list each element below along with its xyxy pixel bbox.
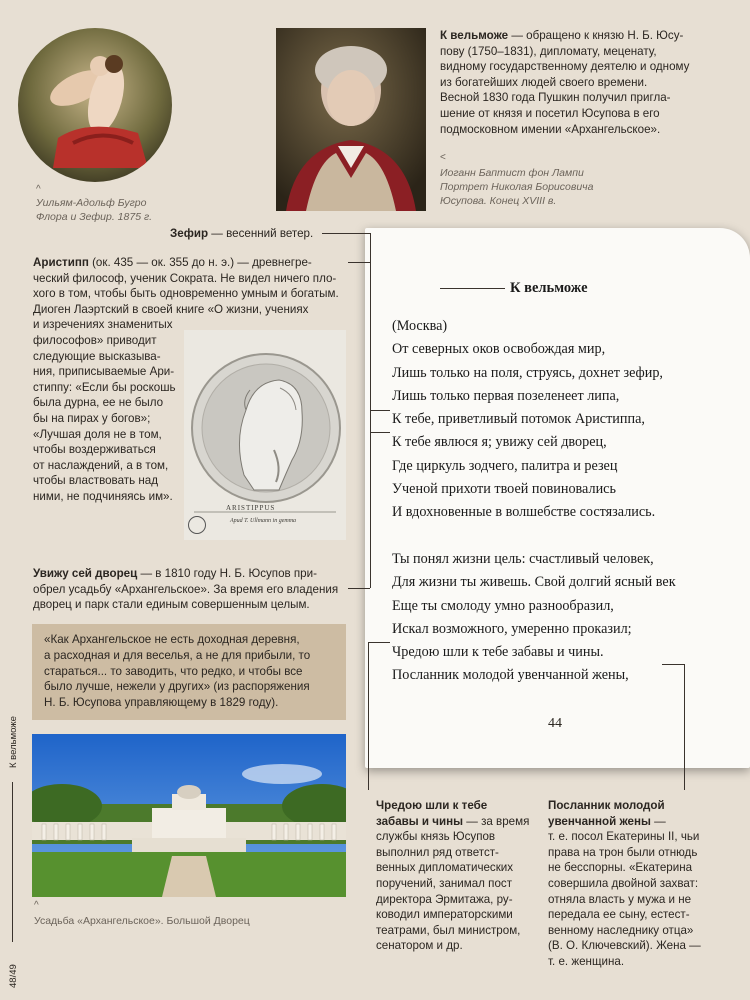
quote-text [44,632,340,711]
connector-line [368,642,369,790]
note-line: из богатейших людей своего времени. [440,75,648,89]
note-line: дворец и парк стали единым совершенным целым. [33,598,310,612]
medallion-subtitle: Apud T. Ullmann in gemma [230,518,297,524]
note-line: шение от князя и посетил Юсупова в его [440,106,660,120]
note-line: «Лучшая доля не в том, [33,427,162,441]
photo-arkhangelskoye-palace [32,734,346,897]
note-text: — в 1810 году Н. Б. Юсупов при- [137,567,317,580]
note-text: — [650,814,666,828]
caption-caret: ^ [36,184,41,195]
poem-line: Лишь только первая позеленеет липа, [392,387,620,404]
side-divider [12,782,13,942]
note-line: венных дипломатических [376,861,514,875]
medallion-title: ARISTIPPUS [226,504,276,512]
caption-caret: < [440,152,446,163]
note-line: отняла власть у мужа и не [548,892,692,906]
poem-line: Искал возможного, умеренно проказил; [392,620,632,637]
note-term: Увижу сей дворец [33,567,138,580]
note-line: т. е. посол Екатерины II, чьи [548,830,700,844]
page-numbers: 48/49 [8,964,19,988]
note-line: и изречениях знаменитых [33,318,173,332]
poem-line: Для жизни ты живешь. Свой долгий ясный век [392,574,676,591]
note-term: увенчанной жены [548,814,651,828]
note-line: Диоген Лаэртский в своей книге «О жизни, учениях [33,302,309,316]
quote-line: стараться... то заводить, что редко, и чтобы все [44,664,303,678]
note-term: К вельможе [440,29,509,42]
note-term: Посланник молодой [548,799,665,812]
note-line: подмосковном имении «Архангельское». [440,122,661,136]
note-line: чтобы воздерживаться [33,443,156,457]
velmozhe-note [440,28,740,137]
note-term: Аристипп [33,256,89,269]
chredoyu-note [376,798,541,954]
dvorets-note [33,566,353,613]
caption-line: Иоганн Баптист фон Лампи [440,167,584,179]
note-text: приводит [106,333,157,347]
note-term: Зефир [170,227,209,240]
aristippus-medallion [184,330,346,540]
connector-line [370,432,390,433]
poem-page-number: 44 [548,716,562,731]
note-line: видному государственному деятелю и одному [440,60,690,74]
note-text: (ок. 435 — ок. 355 до н. э.) — древнегре- [88,256,312,269]
note-text: — за время [463,814,530,828]
note-text: философов» [33,333,104,347]
bouguereau-caption [36,196,152,224]
note-line: выполнил ряд ответст- [376,845,499,859]
note-line: театрами, был министром, [376,923,521,937]
connector-line [368,642,390,643]
note-line: не бесспорны. «Екатерина [548,861,693,875]
poem-line: К тебе явлюся я; увижу сей дворец, [392,434,607,451]
note-line: пову (1750–1831), дипломату, меценату, [440,44,657,58]
note-line: совершила двойной захват: [548,876,699,890]
note-line: ческий философ, ученик Сократа. Не видел ничего пло- [33,271,337,285]
note-line: ния, приписываемые Ари- [33,365,175,379]
caption-line: Портрет Николая Борисовича [440,181,594,193]
note-line: поручений, занимал пост [376,876,513,890]
side-label: К вельможе [8,716,19,768]
note-line: (В. О. Ключевский). Жена — [548,939,701,953]
quote-line: Н. Б. Юсупова управляющему в 1829 году). [44,696,279,710]
note-text: — весенний ветер. [208,227,314,240]
poem-line: Где циркуль зодчего, палитра и резец [392,457,618,474]
poem-line: И вдохновенные в волшебстве состязались. [392,504,656,521]
quote-line: было лучше, нежели у других» (из распоряжения [44,680,310,694]
caption-caret: ^ [34,900,39,911]
caption-line: Уильям-Адольф Бугро [36,197,147,209]
note-line: службы князь Юсупов [376,830,496,844]
note-line: т. е. женщина. [548,954,625,968]
portrait-yusupov [276,28,426,211]
poem-line: (Москва) [392,318,448,334]
note-line: ководил императорскими [376,908,513,922]
note-line: Весной 1830 года Пушкин получил пригла- [440,91,671,105]
note-line: венному наследнику отца» [548,923,694,937]
poem-blank-line [392,525,732,548]
note-line: была дурна, ее не было [33,396,164,410]
note-line: следующие высказыва- [33,349,161,363]
quote-line: «Как Архангельское не есть доходная деревня, [44,633,300,646]
note-term: Чредою шли к тебе [376,799,488,812]
note-term: забавы и чины [376,814,464,828]
note-line: обрел усадьбу «Архангельское». За время его владения [33,582,339,596]
connector-line [440,288,505,289]
poem-line: Еще ты смолоду умно разнообразил, [392,597,614,614]
connector-line [684,664,685,790]
painting-flora-zephyr [18,28,172,182]
poem-line: К тебе, приветливый потомок Аристиппа, [392,411,645,428]
note-line: бы на пирах у богов»; [33,411,151,425]
poem-text [392,315,732,688]
poem-line: Чредою шли к тебе забавы и чины. [392,644,604,661]
poem-line: Лишь только на поля, струясь, дохнет зефир, [392,364,663,381]
note-line: ними, не подчиняясь им». [33,489,173,503]
poem-line: Посланник молодой увенчанной жены, [392,667,629,684]
note-line: стиппу: «Если бы роскошь [33,380,176,394]
poem-line: Ты понял жизни цель: счастливый человек, [392,550,654,567]
poem-title: К вельможе [510,280,588,296]
note-line: сенатором и др. [376,939,463,953]
estate-caption: Усадьба «Архангельское». Большой Дворец [34,915,250,927]
poslannik-note [548,798,743,970]
caption-line: Юсупова. Конец XVIII в. [440,195,557,207]
stamp-icon [188,516,206,534]
poem-line: От северных оков освобождая мир, [392,341,606,358]
note-line: чтобы властвовать над [33,474,158,488]
note-line: права на трон были отнюдь [548,845,698,859]
connector-line [322,233,370,234]
note-line: хого в том, чтобы быть одновременно умным и богатым. [33,287,339,301]
lampi-caption [440,166,593,208]
zefir-note [170,226,313,242]
note-text: — обращено к князю Н. Б. Юсу- [508,29,684,42]
connector-line [662,664,684,665]
note-line: передала ее сыну, естест- [548,908,690,922]
quote-line: а расходная и для веселья, а не для прибыли, то [44,648,311,662]
poem-line: Ученой прихоти твоей повиновались [392,481,616,498]
caption-line: Флора и Зефир. 1875 г. [36,211,153,223]
connector-line [370,410,390,411]
note-line: от наслаждений, а в том, [33,458,169,472]
note-line: директора Эрмитажа, ру- [376,892,513,906]
